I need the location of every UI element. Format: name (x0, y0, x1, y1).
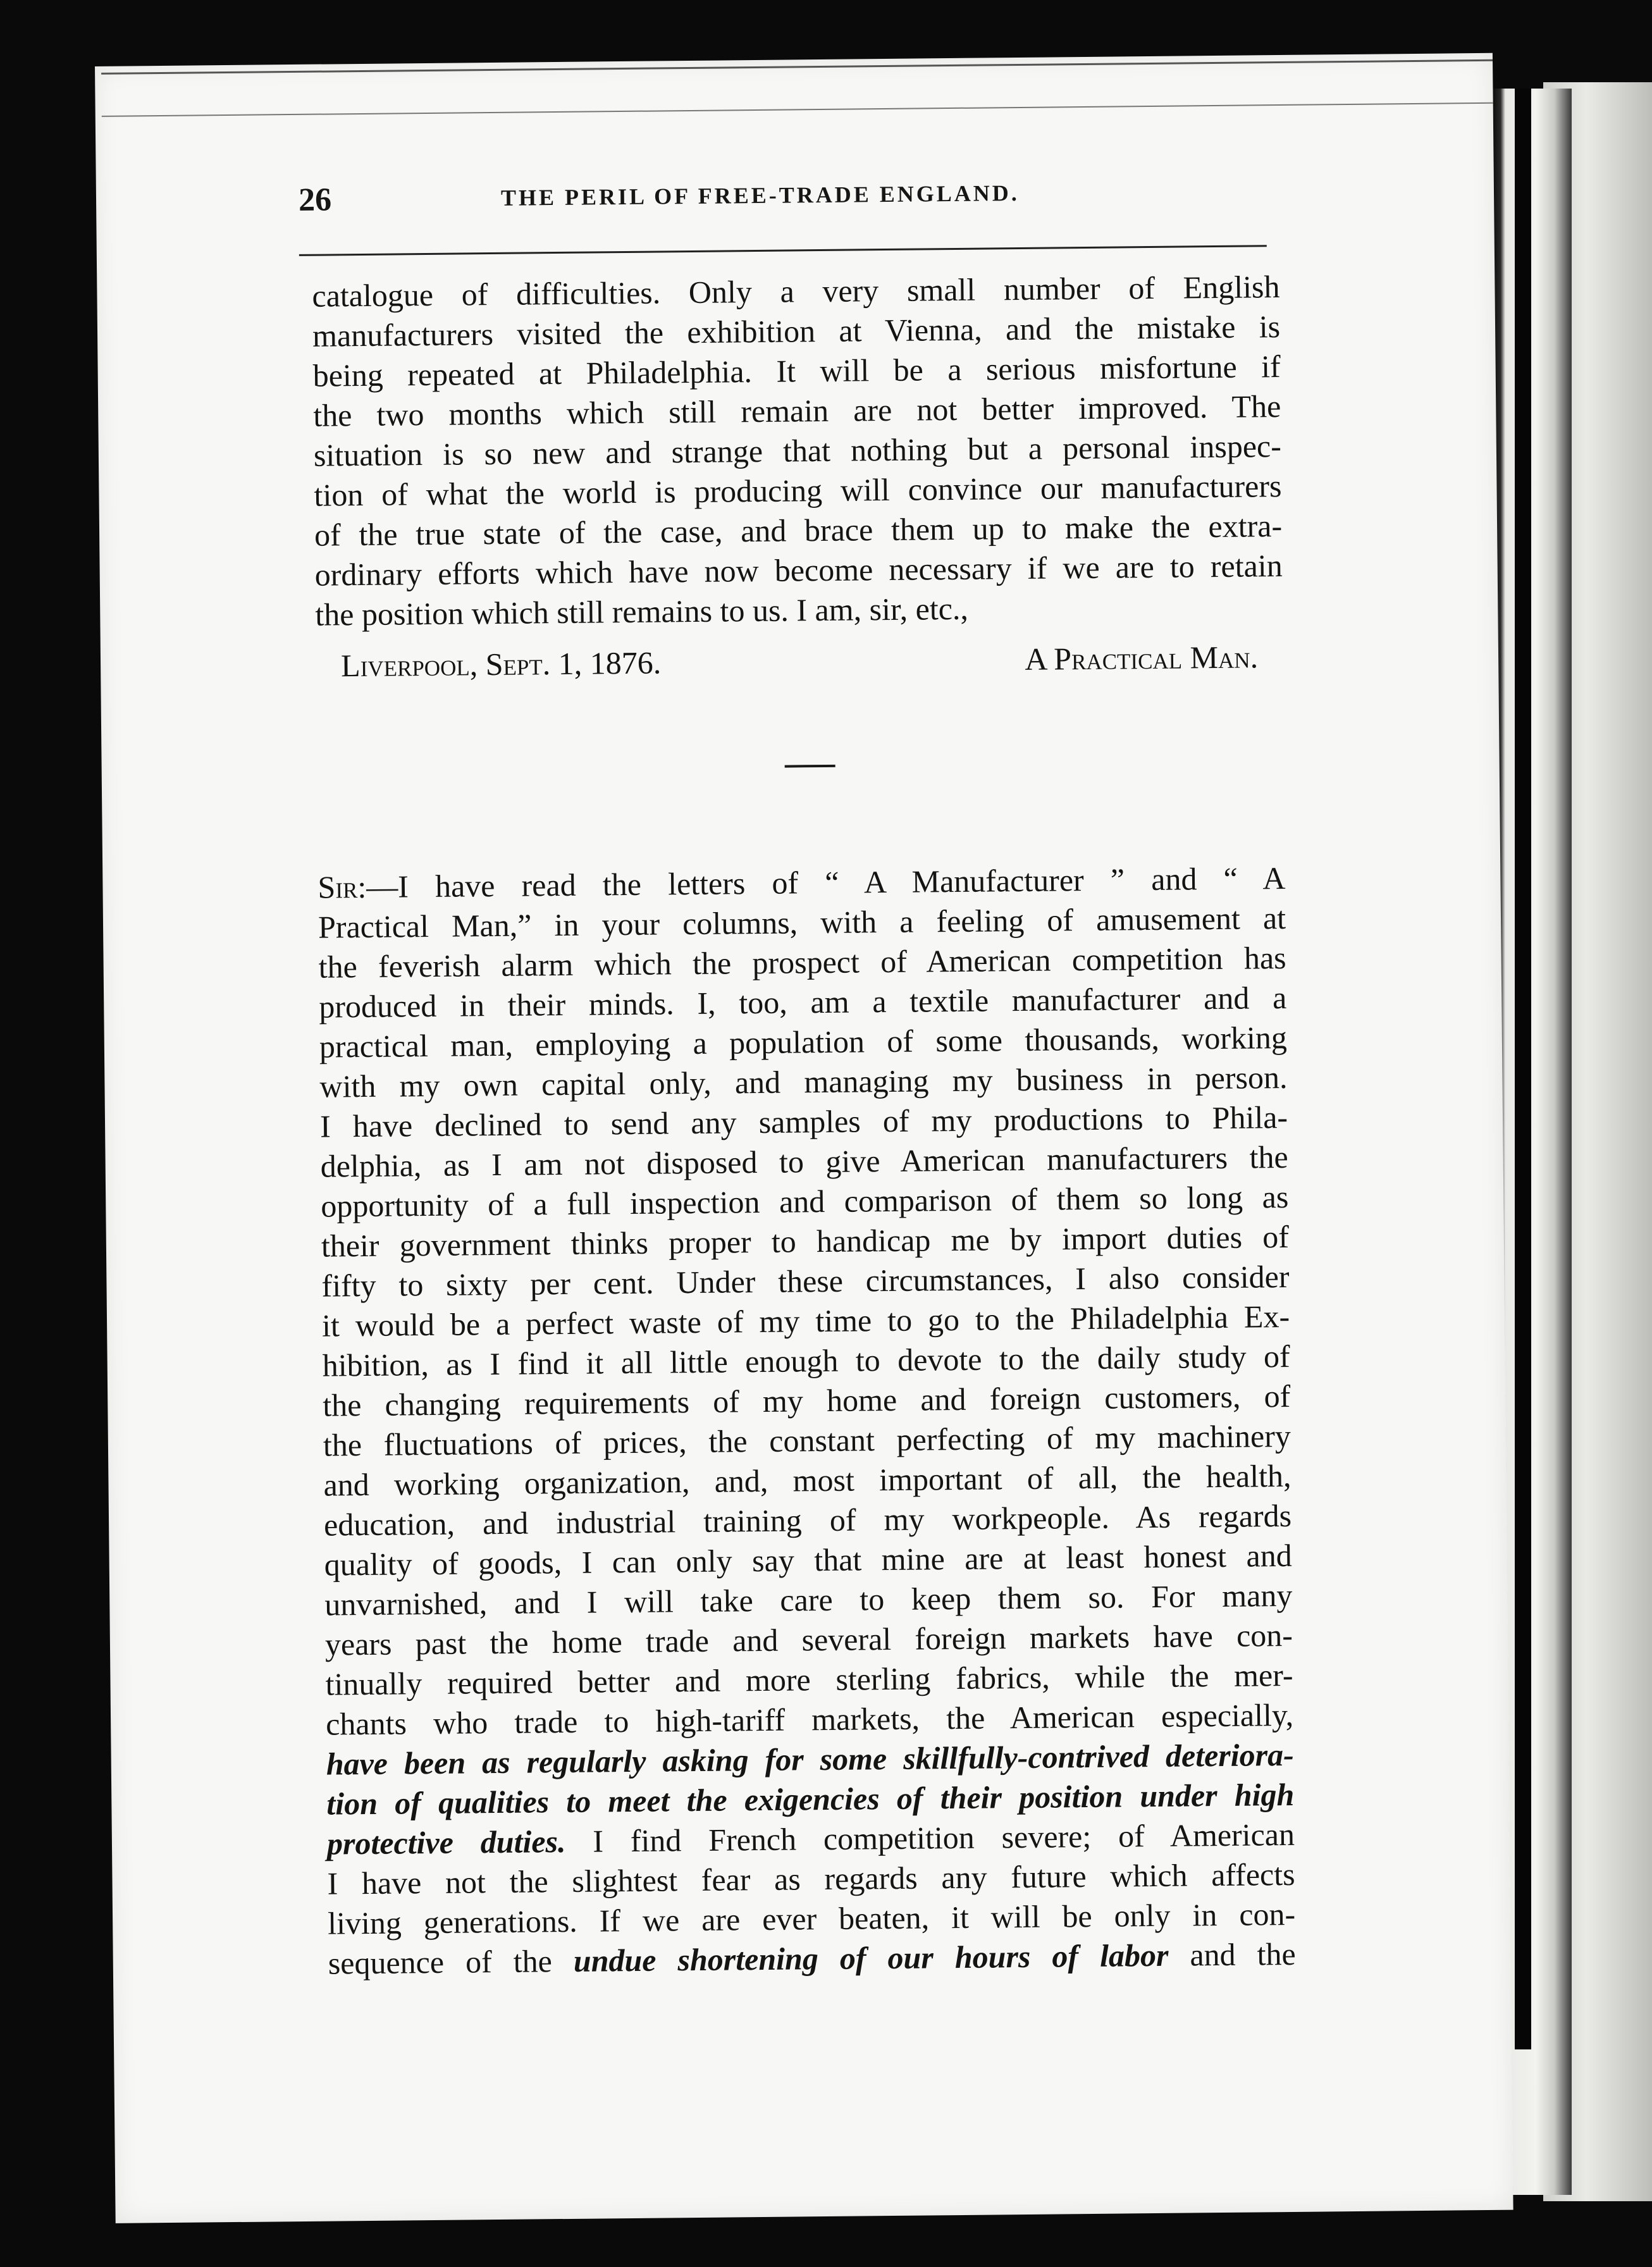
text-line: situation is so new and strange that nothing but a personal inspec- (313, 428, 1282, 473)
text-line: delphia, as I am not disposed to give American manufacturers the (320, 1139, 1288, 1184)
text-line: hibition, as I find it all little enough to devote to the daily study of (322, 1338, 1290, 1383)
signature-name: A Practical Man. (1025, 639, 1259, 677)
text-line: the feverish alarm which the prospect of American competition has (318, 939, 1286, 985)
text-line: Practical Man,” in your columns, with a feeling of amusement at (317, 899, 1286, 945)
letter-two-body (317, 858, 1296, 1984)
italic-text-line: have been as regularly asking for some skillfully-contrived deteriora- (326, 1736, 1294, 1782)
signature-place-date: Liverpool, Sept. 1, 1876. (340, 645, 662, 684)
page-top-fold (102, 102, 1493, 117)
text-line: their government thinks proper to handicap me by import duties of (321, 1218, 1290, 1264)
text-line: it would be a perfect waste of my time to go to the Philadelphia Ex- (321, 1298, 1290, 1344)
italic-phrase: undue shortening of our hours of labor (573, 1937, 1169, 1979)
text-line: I have not the slightest fear as regards any future which affects (327, 1856, 1295, 1901)
text-line: the position which still remains to us. I am, sir, etc., (315, 590, 969, 633)
page-number: 26 (298, 182, 332, 218)
italic-phrase: protective duties. (326, 1823, 566, 1862)
text-line: opportunity of a full inspection and comparison of them so long as (321, 1178, 1289, 1224)
text-line: the fluctuations of prices, the constant perfecting of my machinery (323, 1418, 1291, 1463)
salutation-continuation: :—I have read the letters of “ A Manufacturer ” and “ A (357, 860, 1286, 905)
text-line: produced in their minds. I, too, am a textile manufacturer and a (319, 979, 1287, 1025)
running-title: THE PERIL OF FREE-TRADE ENGLAND. (500, 180, 1020, 211)
text-line: practical man, employing a population of some thousands, working (319, 1019, 1288, 1065)
text-run: sequence of the (328, 1943, 574, 1981)
section-divider (785, 765, 835, 768)
text-line: unvarnished, and I will take care to keep them so. For many (324, 1577, 1293, 1622)
salutation: Sir (317, 869, 358, 905)
text-line: I have declined to send any samples of my productions to Phila- (319, 1099, 1288, 1144)
text-line (328, 1934, 1297, 1984)
letter-one-body (312, 267, 1283, 635)
text-line: tion of what the world is producing will convince our manufacturers (314, 468, 1282, 513)
text-run: and the (1168, 1936, 1296, 1973)
text-line: of the true state of the case, and brace them up to make the extra- (314, 508, 1283, 553)
text-run: I find French competition severe; of American (565, 1816, 1295, 1859)
text-line: the two months which still remain are not better improved. The (313, 388, 1281, 433)
header-rule (299, 245, 1267, 256)
text-line: living generations. If we are ever beaten, it will be only in con- (327, 1896, 1296, 1941)
text-line: the changing requirements of my home and foreign customers, of (323, 1378, 1291, 1423)
letter-one-signature (316, 637, 1284, 686)
text-line: chants who trade to high-tariff markets, the American especially, (325, 1696, 1294, 1742)
binding-shadow (1515, 89, 1531, 2049)
italic-text-line: tion of qualities to meet the exigencies of their position under high (326, 1776, 1295, 1822)
text-line: education, and industrial training of my workpeople. As regards (323, 1497, 1292, 1543)
text-line: quality of goods, I can only say that mine are at least honest and (324, 1537, 1292, 1583)
text-line: fifty to sixty per cent. Under these circumstances, I also consider (321, 1258, 1290, 1304)
book-page (95, 53, 1513, 2223)
text-line: being repeated at Philadelphia. It will be a serious misfortune if (312, 349, 1281, 393)
running-header (299, 171, 1400, 238)
text-line: and working organization, and, most important of all, the health, (323, 1457, 1291, 1503)
text-line: tinually required better and more sterling fabrics, while the mer- (325, 1657, 1293, 1702)
text-line: manufacturers visited the exhibition at Vienna, and the mistake is (312, 309, 1281, 354)
text-line: years past the home trade and several foreign markets have con- (324, 1617, 1293, 1662)
text-line: with my own capital only, and managing my business in person. (319, 1059, 1288, 1104)
text-line: ordinary efforts which have now become necessary if we are to retain (314, 548, 1283, 593)
text-line: catalogue of difficulties. Only a very small number of English (312, 269, 1280, 314)
